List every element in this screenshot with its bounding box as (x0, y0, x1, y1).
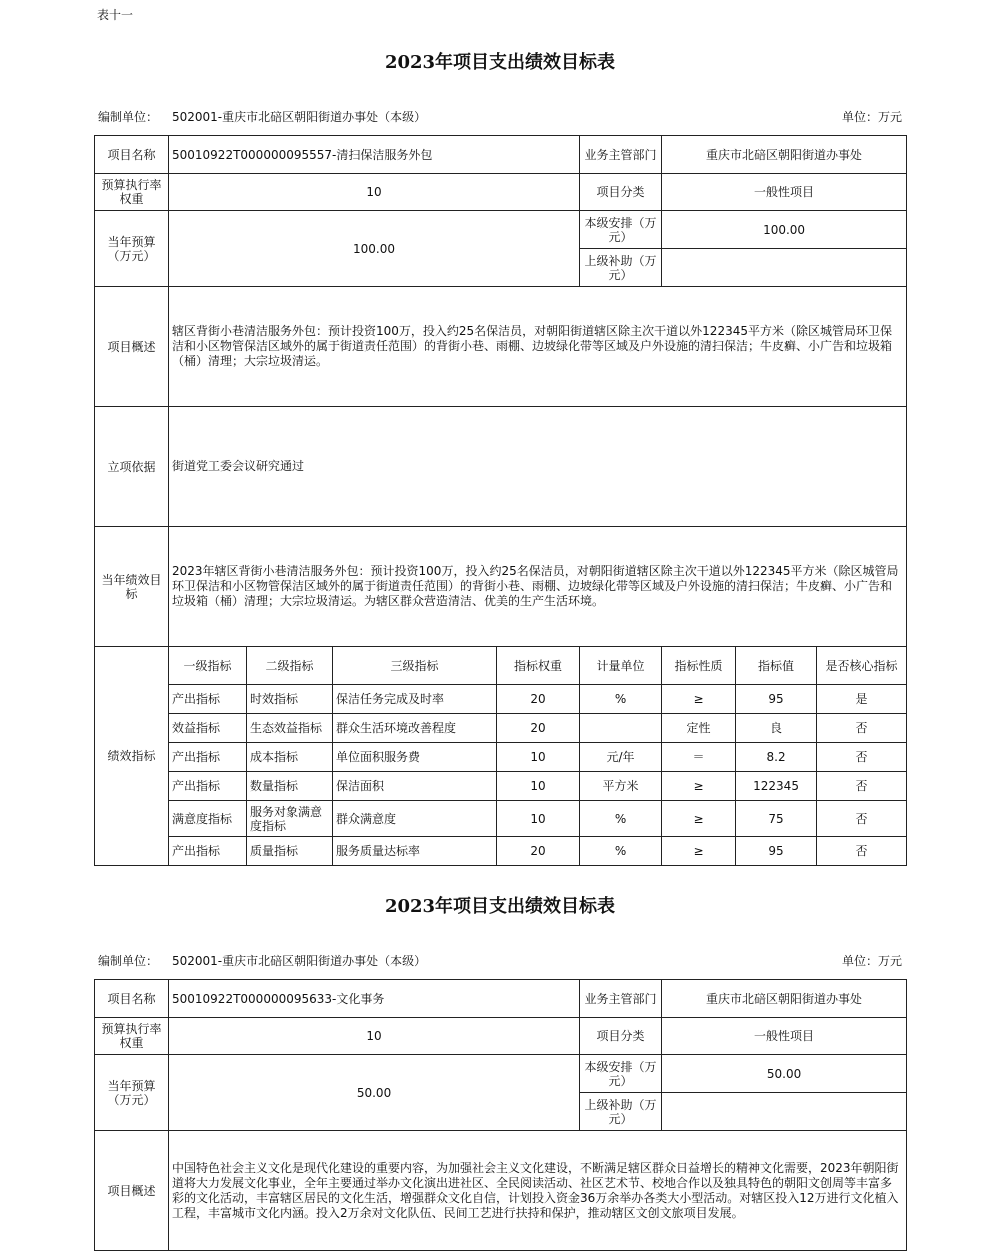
category-label: 项目分类 (580, 1018, 662, 1055)
value-cell: 95 (736, 837, 817, 866)
unit-cell: % (580, 837, 662, 866)
unit-cell: 元/年 (580, 743, 662, 772)
unit-cell: % (580, 801, 662, 837)
level1-cell: 效益指标 (169, 714, 247, 743)
indicator-row (95, 743, 907, 772)
level3-cell: 群众生活环境改善程度 (333, 714, 497, 743)
budget-value: 100.00 (169, 211, 580, 287)
org-value: 502001-重庆市北碚区朝阳街道办事处（本级） (172, 110, 427, 124)
unit-cell: 平方米 (580, 772, 662, 801)
own-funding-label: 本级安排（万元） (580, 1055, 662, 1093)
performance-table (94, 135, 907, 866)
overview-text: 中国特色社会主义文化是现代化建设的重要内容，为加强社会主义文化建设，不断满足辖区群众日益增长的精神文化需要，2023年朝阳街道将大力发展文化事业，全年主要通过举办文化演出进社区、全民阅读活动、社区艺术节、校地合作以及独具特色的朝阳文创周等丰富多彩的文化活动，丰富辖区居民的文化生活，增强群众文化自信，计划投入资金36万余举办各类大小型活动。对辖区投入12万进行文化植入工程，丰富城市文化内涵。投入2万余对文化队伍、民间工艺进行扶持和保护，推动辖区文创文旅项目发展。 (169, 1131, 907, 1251)
org-label: 编制单位： (98, 954, 159, 968)
basis-label: 立项依据 (95, 407, 169, 527)
dept-value: 重庆市北碚区朝阳街道办事处 (662, 980, 907, 1018)
weight-label: 预算执行率权重 (95, 1018, 169, 1055)
level3-cell: 保洁任务完成及时率 (333, 685, 497, 714)
org-value: 502001-重庆市北碚区朝阳街道办事处（本级） (172, 954, 427, 968)
budget-value: 50.00 (169, 1055, 580, 1131)
currency-unit: 单位：万元 (841, 954, 902, 968)
weight-cell: 20 (497, 837, 580, 866)
indicator-header: 指标性质 (662, 647, 736, 685)
indicator-row (95, 801, 907, 837)
indicator-header: 一级指标 (169, 647, 247, 685)
indicator-header: 计量单位 (580, 647, 662, 685)
level3-cell: 单位面积服务费 (333, 743, 497, 772)
upper-funding-label: 上级补助（万元） (580, 249, 662, 287)
category-label: 项目分类 (580, 174, 662, 211)
indicator-row (95, 772, 907, 801)
weight-value: 10 (169, 174, 580, 211)
value-cell: 122345 (736, 772, 817, 801)
weight-cell: 10 (497, 801, 580, 837)
nature-cell: 定性 (662, 714, 736, 743)
level2-cell: 成本指标 (247, 743, 333, 772)
indicator-row (95, 714, 907, 743)
overview-text: 辖区背街小巷清洁服务外包：预计投资100万，投入约25名保洁员，对朝阳街道辖区除主次干道以外122345平方米（除区城管局环卫保洁和小区物管保洁区域外的属于街道责任范围）的背街小巷、雨棚、边坡绿化带等区域及户外设施的清扫保洁；牛皮癣、小广告和垃圾箱（桶）清理；大宗垃圾清运。 (169, 287, 907, 407)
indicator-header: 是否核心指标 (817, 647, 907, 685)
level1-cell: 满意度指标 (169, 801, 247, 837)
indicator-header: 指标值 (736, 647, 817, 685)
budget-label: 当年预算（万元） (95, 211, 169, 287)
dept-label: 业务主管部门 (580, 980, 662, 1018)
project-name-label: 项目名称 (95, 136, 169, 174)
basis-text: 街道党工委会议研究通过 (169, 407, 907, 527)
nature-cell: ≥ (662, 685, 736, 714)
indicator-row (95, 837, 907, 866)
nature-cell: ≥ (662, 837, 736, 866)
budget-label: 当年预算（万元） (95, 1055, 169, 1131)
weight-cell: 20 (497, 714, 580, 743)
category-value: 一般性项目 (662, 174, 907, 211)
upper-funding-label: 上级补助（万元） (580, 1093, 662, 1131)
indicator-header: 二级指标 (247, 647, 333, 685)
core-cell: 否 (817, 743, 907, 772)
indicator-header: 三级指标 (333, 647, 497, 685)
category-value: 一般性项目 (662, 1018, 907, 1055)
weight-cell: 20 (497, 685, 580, 714)
own-funding-label: 本级安排（万元） (580, 211, 662, 249)
own-funding-value: 100.00 (662, 211, 907, 249)
indicator-header: 指标权重 (497, 647, 580, 685)
upper-funding-value (662, 1093, 907, 1131)
level3-cell: 保洁面积 (333, 772, 497, 801)
project-name-value: 50010922T000000095633-文化事务 (169, 980, 580, 1018)
dept-value: 重庆市北碚区朝阳街道办事处 (662, 136, 907, 174)
table-title: 2023年项目支出绩效目标表 (384, 52, 616, 73)
overview-label: 项目概述 (95, 1131, 169, 1251)
core-cell: 否 (817, 772, 907, 801)
dept-label: 业务主管部门 (580, 136, 662, 174)
unit-cell: % (580, 685, 662, 714)
nature-cell: ≥ (662, 772, 736, 801)
nature-cell: ＝ (662, 743, 736, 772)
weight-cell: 10 (497, 772, 580, 801)
level1-cell: 产出指标 (169, 837, 247, 866)
upper-funding-value (662, 249, 907, 287)
level1-cell: 产出指标 (169, 743, 247, 772)
org-label: 编制单位： (98, 110, 159, 124)
level2-cell: 生态效益指标 (247, 714, 333, 743)
level2-cell: 数量指标 (247, 772, 333, 801)
own-funding-value: 50.00 (662, 1055, 907, 1093)
overview-label: 项目概述 (95, 287, 169, 407)
indicator-row (95, 685, 907, 714)
core-cell: 否 (817, 801, 907, 837)
value-cell: 95 (736, 685, 817, 714)
table-title: 2023年项目支出绩效目标表 (384, 896, 616, 917)
weight-value: 10 (169, 1018, 580, 1055)
weight-label: 预算执行率权重 (95, 174, 169, 211)
level2-cell: 服务对象满意度指标 (247, 801, 333, 837)
project-name-value: 50010922T000000095557-清扫保洁服务外包 (169, 136, 580, 174)
currency-unit: 单位：万元 (841, 110, 902, 124)
level1-cell: 产出指标 (169, 772, 247, 801)
value-cell: 良 (736, 714, 817, 743)
core-cell: 是 (817, 685, 907, 714)
value-cell: 75 (736, 801, 817, 837)
performance-table (94, 979, 907, 1251)
weight-cell: 10 (497, 743, 580, 772)
level2-cell: 质量指标 (247, 837, 333, 866)
nature-cell: ≥ (662, 801, 736, 837)
indicators-label: 绩效指标 (95, 647, 169, 866)
level1-cell: 产出指标 (169, 685, 247, 714)
core-cell: 否 (817, 714, 907, 743)
goal-text: 2023年辖区背街小巷清洁服务外包：预计投资100万，投入约25名保洁员，对朝阳街道辖区除主次干道以外122345平方米（除区城管局环卫保洁和小区物管保洁区域外的属于街道责任范围）的背街小巷、雨棚、边坡绿化带等区域及户外设施的清扫保洁；牛皮癣、小广告和垃圾箱（桶）清理；大宗垃圾清运。为辖区群众营造清洁、优美的生产生活环境。 (169, 527, 907, 647)
level3-cell: 服务质量达标率 (333, 837, 497, 866)
level2-cell: 时效指标 (247, 685, 333, 714)
goal-label: 当年绩效目标 (95, 527, 169, 647)
unit-cell (580, 714, 662, 743)
sheet-number-label: 表十一 (97, 8, 134, 22)
core-cell: 否 (817, 837, 907, 866)
project-name-label: 项目名称 (95, 980, 169, 1018)
value-cell: 8.2 (736, 743, 817, 772)
level3-cell: 群众满意度 (333, 801, 497, 837)
